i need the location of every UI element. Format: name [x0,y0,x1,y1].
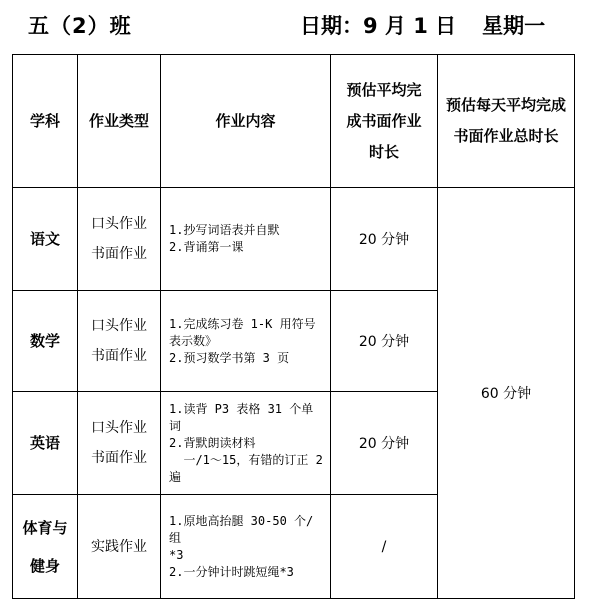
content-line: 2.预习数学书第 3 页 [169,350,290,365]
subject-cell [13,495,78,599]
content-cell [161,188,331,291]
type-label: 书面作业 [91,246,147,262]
subject-label: 体育与 [22,518,68,537]
duration-cell: 20 分钟 [331,188,438,291]
type-label: 口头作业 [91,420,147,436]
col-header-daily-total-line: 预估每天平均完成 [445,96,566,114]
col-header-avg-time-line: 预估平均完 [346,80,422,99]
type-label: 书面作业 [91,348,147,364]
content-line: 遍 [169,469,182,484]
subject-label: 英语 [29,434,60,452]
class-title: 五（2）班 [28,14,132,38]
col-header-avg-time [331,55,438,188]
content-cell [161,291,331,392]
type-label: 口头作业 [91,318,147,334]
page-header [0,0,594,50]
daily-total-cell: 60 分钟 [438,188,575,599]
col-header-subject: 学科 [13,55,78,188]
type-cell [78,188,161,291]
duration-cell: 20 分钟 [331,392,438,495]
content-line: 1.完成练习卷 1-K 用符号 [169,316,316,331]
col-header-type: 作业类型 [78,55,161,188]
content-line: *3 [169,547,184,562]
type-label: 实践作业 [91,538,147,555]
type-label: 书面作业 [91,450,147,466]
content-cell [161,392,331,495]
duration-cell: / [331,495,438,599]
duration-cell: 20 分钟 [331,291,438,392]
subject-label: 数学 [29,332,60,350]
content-line: 1.原地高抬腿 30-50 个/组 [169,513,314,545]
subject-cell [13,291,78,392]
type-cell [78,291,161,392]
col-header-daily-total-line: 书面作业总时长 [453,127,559,145]
content-line: 2.背默朗读材料 [169,435,256,450]
content-cell [161,495,331,599]
homework-table [12,54,575,599]
col-header-avg-time-line: 时长 [368,142,399,161]
date-line [300,10,545,40]
content-line: 2.背诵第一课 [169,240,244,254]
content-line: 一/1～15，有错的订正 2 [169,452,323,467]
subject-cell [13,392,78,495]
subject-label: 语文 [29,230,60,248]
col-header-avg-time-line: 成书面作业 [346,111,422,130]
content-line: 2.一分钟计时跳短绳*3 [169,564,294,579]
content-line: 1.抄写词语表并自默 [169,223,280,237]
table-header-row [13,55,575,188]
content-line: 1.读背 P3 表格 31 个单词 [169,401,314,433]
col-header-daily-total [438,55,575,188]
col-header-content: 作业内容 [161,55,331,188]
table-row [13,188,575,291]
type-cell [78,495,161,599]
subject-label: 健身 [29,556,60,575]
content-line: 表示数》 [169,333,218,348]
date-label: 日期：9 月 1 日 [300,14,457,38]
weekday-label: 星期一 [482,14,546,38]
type-label: 口头作业 [91,216,147,232]
type-cell [78,392,161,495]
subject-cell [13,188,78,291]
